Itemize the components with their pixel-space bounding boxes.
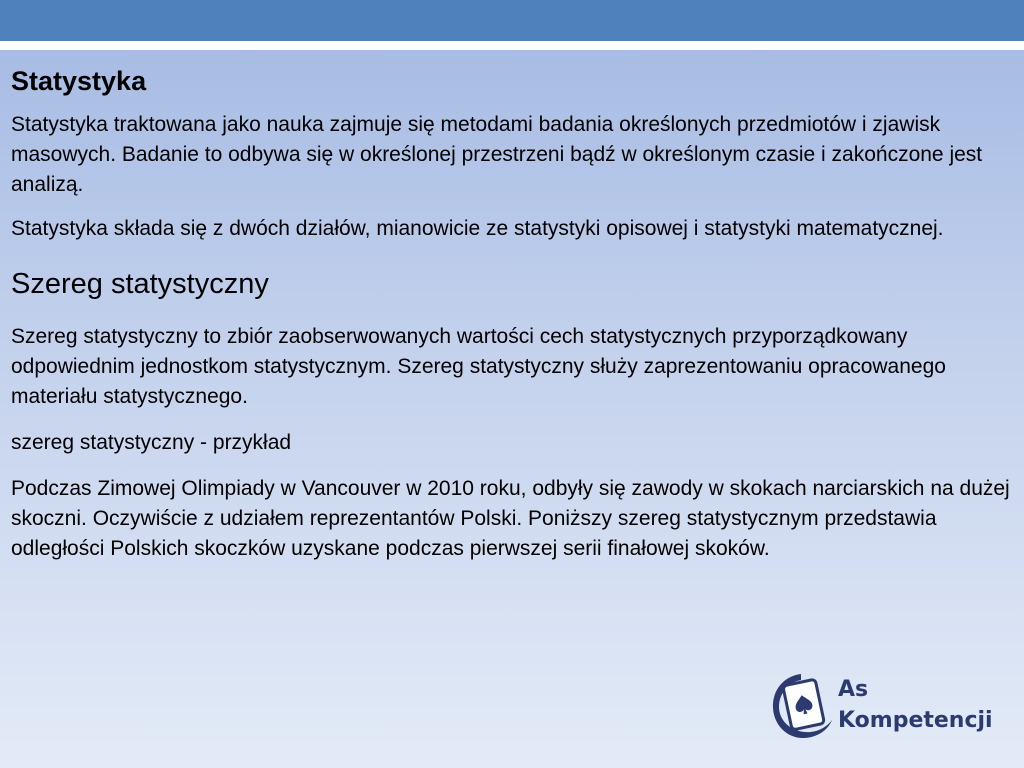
logo-line-1: As bbox=[838, 677, 869, 702]
slide-heading: Statystyka bbox=[11, 66, 147, 96]
logo bbox=[768, 670, 998, 742]
logo-line-2: Kompetencji bbox=[838, 708, 993, 733]
example-paragraph: Podczas Zimowej Olimpiady w Vancouver w 2010 roku, odbyły się zawody w skokach narciarskich na dużej skoczni. Oczywiście z udziałem reprezentantów Polski. Poniższy szereg statystycznym przedstawia odległości Polskich skoczków uzyskane podczas pierwszej serii finałowej skoków. bbox=[11, 477, 1010, 560]
header-stripe bbox=[0, 41, 1024, 50]
slide-content bbox=[11, 64, 1011, 578]
section-paragraph: Szereg statystyczny to zbiór zaobserwowanych wartości cech statystycznych przyporządkowany odpowiednim jednostkom statystycznym. Szereg statystyczny służy zaprezentowaniu opracowanego materiału statystycznego. bbox=[11, 325, 946, 408]
intro-paragraph-1: Statystyka traktowana jako nauka zajmuje się metodami badania określonych przedmiotów i zjawisk masowych. Badanie to odbywa się w określonej przestrzeni bądź w określonym czasie i zakończone jest analizą. bbox=[11, 113, 983, 196]
logo-text bbox=[838, 674, 993, 736]
intro-paragraph-2: Statystyka składa się z dwóch działów, mianowicie ze statystyki opisowej i statystyki matematycznej. bbox=[11, 217, 944, 240]
section-title: Szereg statystyczny bbox=[11, 268, 269, 300]
spade-card-icon bbox=[768, 670, 834, 742]
header-bar bbox=[0, 0, 1024, 41]
example-heading: szereg statystyczny - przykład bbox=[11, 431, 292, 454]
